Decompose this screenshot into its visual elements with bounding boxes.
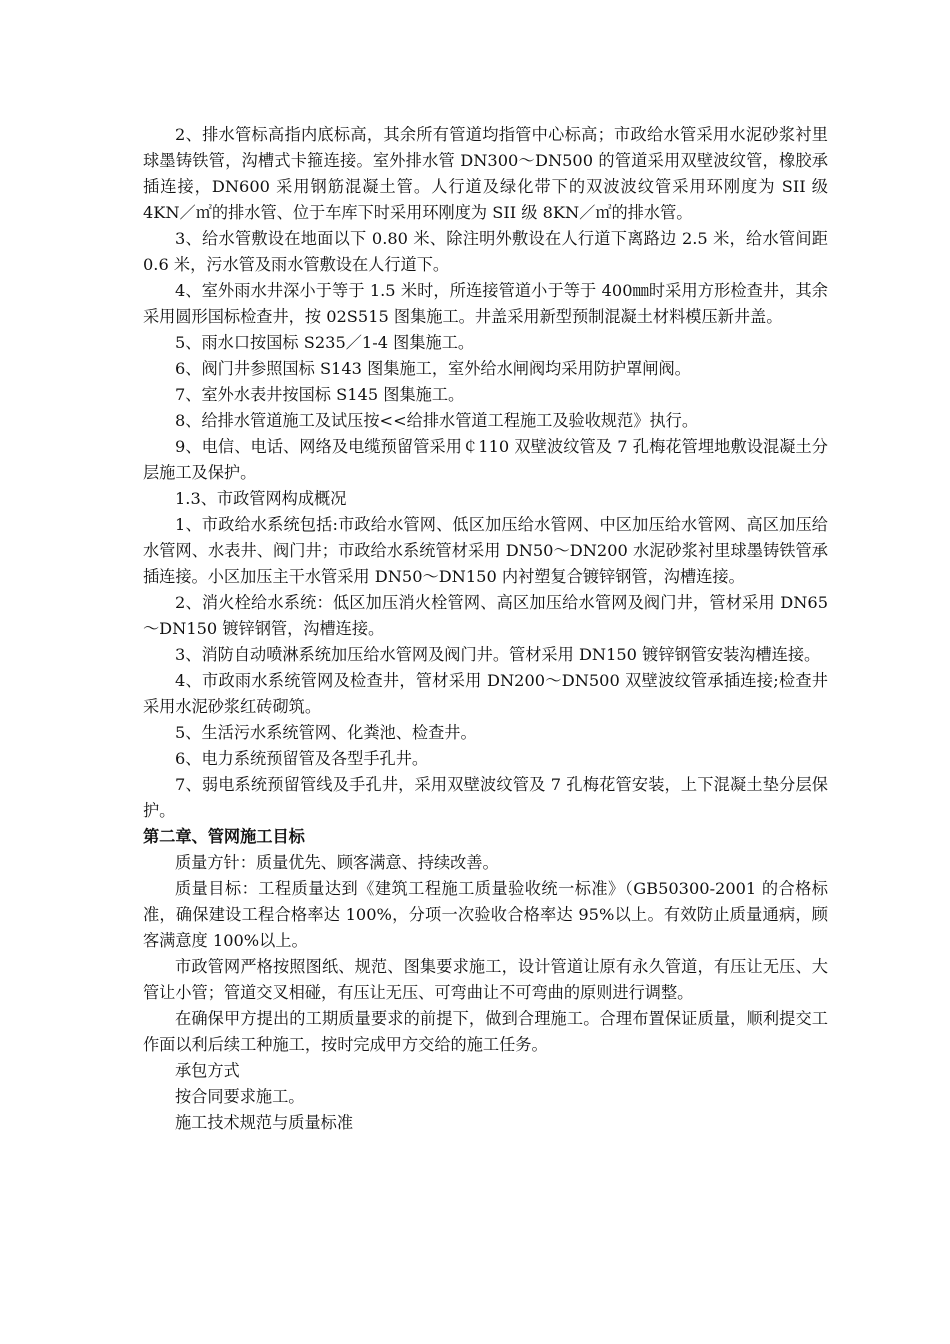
paragraph-contract-requirement: 按合同要求施工。	[175, 1087, 305, 1106]
paragraph-weak-current: 7、弱电系统预留管线及手孔井，采用双壁波纹管及 7 孔梅花管安装，上下混凝土垫分层保护。	[143, 775, 828, 820]
paragraph-fire-hydrant: 2、消火栓给水系统：低区加压消火栓管网、高区加压给水管网及阀门井，管材采用 DN65～DN150 镀锌钢管，沟槽连接。	[143, 593, 828, 638]
heading-tech-standards: 施工技术规范与质量标准	[175, 1113, 354, 1132]
paragraph-pipe-principles: 市政管网严格按照图纸、规范、图集要求施工，设计管道让原有永久管道，有压让无压、大管让小管；管道交叉相碰，有压让无压、可弯曲让不可弯曲的原则进行调整。	[143, 957, 828, 1002]
paragraph-sewage: 5、生活污水系统管网、化粪池、检查井。	[175, 723, 477, 742]
paragraph-valve-well: 6、阀门井参照国标 S143 图集施工，室外给水闸阀均采用防护罩闸阀。	[175, 359, 691, 378]
paragraph-rain-inlet: 5、雨水口按国标 S235／1-4 图集施工。	[175, 333, 475, 352]
section-heading-1-3: 1.3、市政管网构成概况	[175, 489, 347, 508]
paragraph-municipal-water: 1、市政给水系统包括:市政给水管网、低区加压给水管网、中区加压给水管网、高区加压给水管网、水表井、阀门井；市政给水系统管材采用 DN50～DN200 水泥砂浆衬里球墨铸铁管承插连接。小区加压主干水管采用 DN50～DN150 内衬塑复合镀锌钢管，沟槽连接。	[143, 515, 828, 586]
heading-contract-mode: 承包方式	[175, 1061, 240, 1080]
paragraph-drainage-elevation: 2、排水管标高指内底标高，其余所有管道均指管中心标高；市政给水管采用水泥砂浆衬里球墨铸铁管，沟槽式卡箍连接。室外排水管 DN300～DN500 的管道采用双壁波纹管，橡胶承插连接，DN600 采用钢筋混凝土管。人行道及绿化带下的双波波纹管采用环刚度为 SII 级 4KN／㎡的排水管、位于车库下时采用环刚度为 SII 级 8KN／㎡的排水管。	[143, 125, 828, 222]
paragraph-sprinkler: 3、消防自动喷淋系统加压给水管网及阀门井。管材采用 DN150 镀锌钢管安装沟槽连接。	[175, 645, 821, 664]
paragraph-water-pipe-depth: 3、给水管敷设在地面以下 0.80 米、除注明外敷设在人行道下离路边 2.5 米，给水管间距 0.6 米，污水管及雨水管敷设在人行道下。	[143, 229, 828, 274]
paragraph-power-conduit: 6、电力系统预留管及各型手孔井。	[175, 749, 429, 768]
paragraph-rain-well: 4、室外雨水井深小于等于 1.5 米时，所连接管道小于等于 400㎜时采用方形检查井，其余采用圆形国标检查井，按 02S515 图集施工。井盖采用新型预制混凝土材料模压新井盖。	[143, 281, 828, 326]
paragraph-meter-well: 7、室外水表井按国标 S145 图集施工。	[175, 385, 465, 404]
paragraph-pressure-test: 8、给排水管道施工及试压按<<给排水管道工程施工及验收规范》执行。	[175, 411, 699, 430]
document-body	[143, 122, 828, 1136]
paragraph-quality-target: 质量目标：工程质量达到《建筑工程施工质量验收统一标准》（GB50300-2001 的合格标准，确保建设工程合格率达 100%，分项一次验收合格率达 95%以上。有效防止质量通病，顾客满意度 100%以上。	[143, 879, 828, 950]
paragraph-telecom-conduit: 9、电信、电话、网络及电缆预留管采用￠110 双壁波纹管及 7 孔梅花管埋地敷设混凝土分层施工及保护。	[143, 437, 828, 482]
paragraph-schedule: 在确保甲方提出的工期质量要求的前提下，做到合理施工。合理布置保证质量，顺利提交工作面以利后续工种施工，按时完成甲方交给的施工任务。	[143, 1009, 828, 1054]
paragraph-quality-policy: 质量方针：质量优先、顾客满意、持续改善。	[175, 853, 499, 872]
chapter-2-title: 第二章、管网施工目标	[143, 827, 305, 846]
paragraph-rain-system: 4、市政雨水系统管网及检查井，管材采用 DN200～DN500 双壁波纹管承插连接;检查井采用水泥砂浆红砖砌筑。	[143, 671, 828, 716]
